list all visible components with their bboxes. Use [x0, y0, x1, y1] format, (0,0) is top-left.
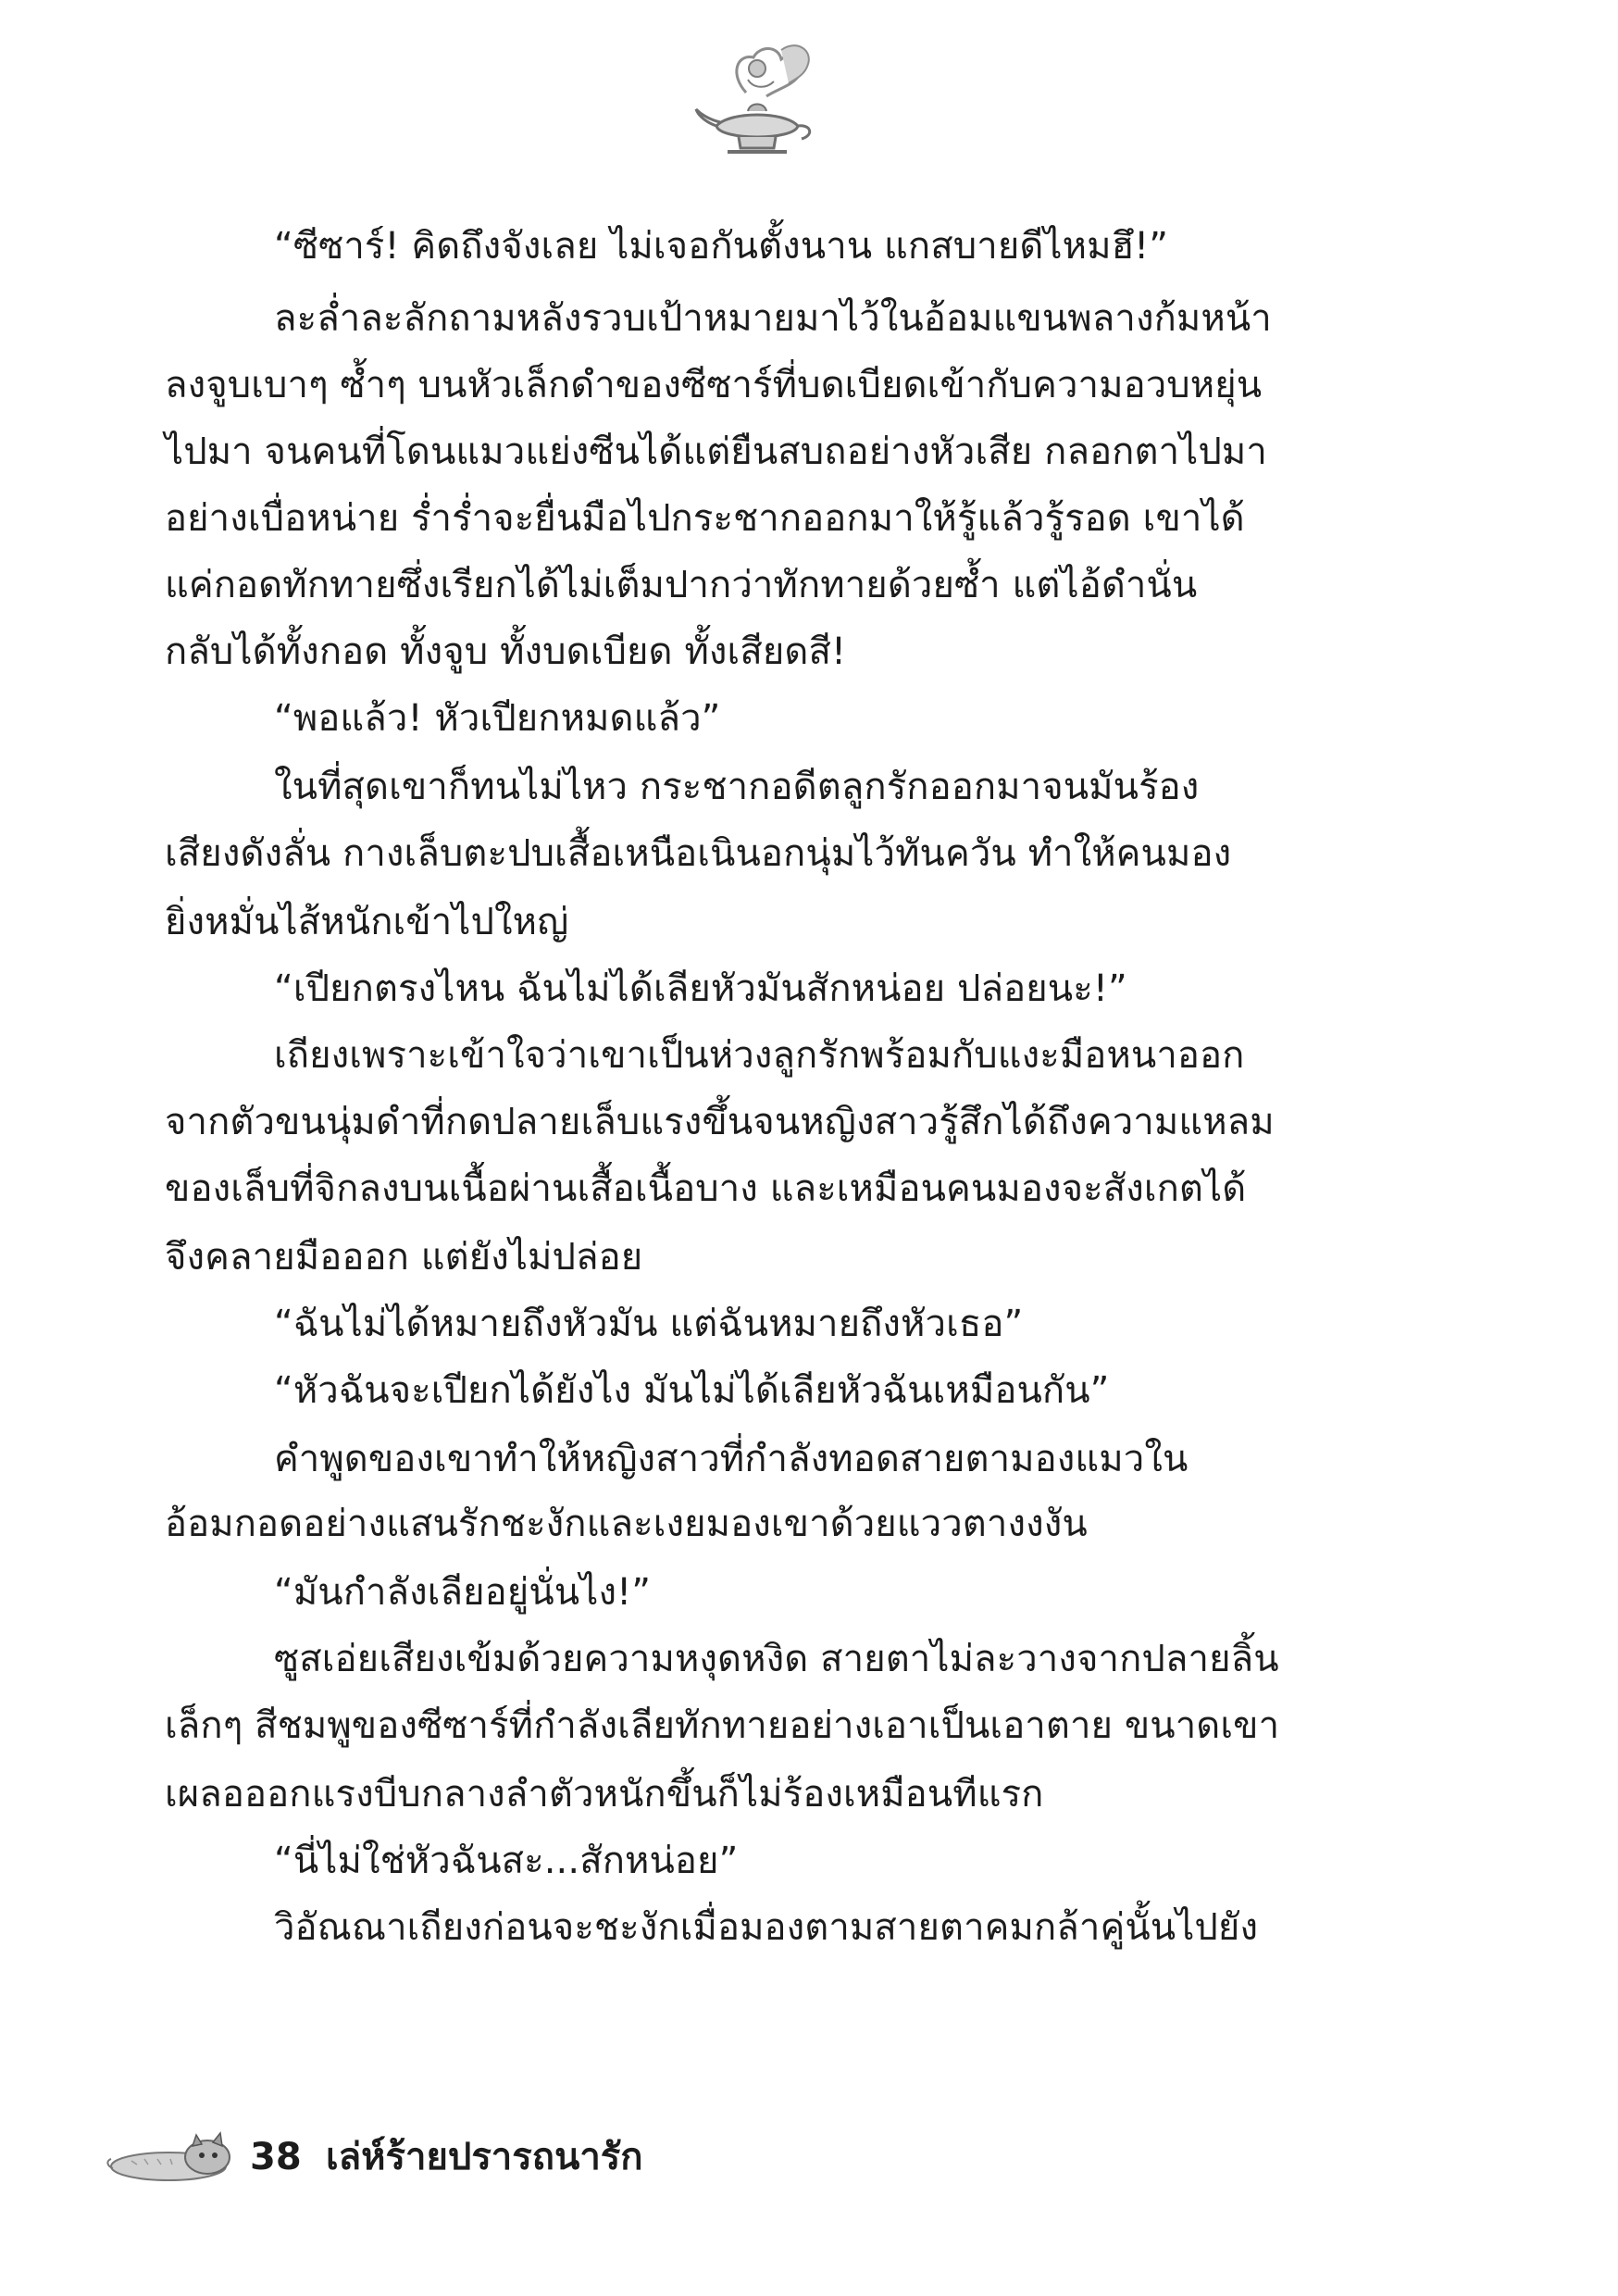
teapot-cherub-icon — [692, 37, 822, 176]
text-line: “มันกำลังเลียอยู่นั่นไง!” — [274, 1571, 652, 1614]
page-number: 38 — [250, 2136, 302, 2178]
text-line: จากตัวขนนุ่มดำที่กดปลายเล็บแรงขึ้นจนหญิงสาวรู้สึกได้ถึงความแหลม — [165, 1101, 1275, 1143]
text-line: เผลอออกแรงบีบกลางลำตัวหนักขึ้นก็ไม่ร้องเหมือนทีแรก — [165, 1773, 1044, 1816]
cat-icon — [104, 2128, 243, 2183]
text-line: เล็กๆ สีชมพูของซีซาร์ที่กำลังเลียทักทายอย่างเอาเป็นเอาตาย ขนาดเขา — [165, 1704, 1280, 1747]
text-line: ของเล็บที่จิกลงบนเนื้อผ่านเสื้อเนื้อบาง และเหมือนคนมองจะสังเกตได้ — [165, 1167, 1247, 1210]
page-footer — [104, 2120, 937, 2194]
text-line: “เปียกตรงไหน ฉันไม่ได้เลียหัวมันสักหน่อย ปล่อยนะ!” — [274, 967, 1127, 1010]
text-line: ยิ่งหมั่นไส้หนักเข้าไปใหญ่ — [165, 901, 569, 943]
header-ornament — [692, 37, 822, 176]
text-line: แค่กอดทักทายซึ่งเรียกได้ไม่เต็มปากว่าทักทายด้วยซ้ำ แต่ไอ้ดำนั่น — [165, 564, 1198, 606]
text-line: ซูสเอ่ยเสียงเข้มด้วยความหงุดหงิด สายตาไม่ละวางจากปลายลิ้น — [274, 1638, 1279, 1680]
text-line: “นี่ไม่ใช่หัวฉันสะ...สักหน่อย” — [274, 1840, 739, 1882]
text-line: “หัวฉันจะเปียกได้ยังไง มันไม่ได้เลียหัวฉันเหมือนกัน” — [274, 1369, 1110, 1412]
text-line: อ้อมกอดอย่างแสนรักชะงักและเงยมองเขาด้วยแววตางงงัน — [165, 1503, 1088, 1545]
text-line: จึงคลายมือออก แต่ยังไม่ปล่อย — [165, 1236, 643, 1279]
text-line: “ซีซาร์! คิดถึงจังเลย ไม่เจอกันตั้งนาน แกสบายดีไหมฮึ!” — [274, 225, 1169, 268]
text-line: ไปมา จนคนที่โดนแมวแย่งซีนได้แต่ยืนสบถอย่างหัวเสีย กลอกตาไปมา — [165, 430, 1267, 473]
text-line: “พอแล้ว! หัวเปียกหมดแล้ว” — [274, 697, 721, 740]
text-line: วิอัณณาเถียงก่อนจะชะงักเมื่อมองตามสายตาคมกล้าคู่นั้นไปยัง — [274, 1906, 1259, 1949]
text-line: อย่างเบื่อหน่าย ร่ำร่ำจะยื่นมือไปกระชากออกมาให้รู้แล้วรู้รอด เขาได้ — [165, 497, 1245, 540]
text-line: ละล่ำละลักถามหลังรวบเป้าหมายมาไว้ในอ้อมแขนพลางก้มหน้า — [274, 297, 1272, 340]
text-line: ในที่สุดเขาก็ทนไม่ไหว กระชากอดีตลูกรักออกมาจนมันร้อง — [274, 766, 1200, 808]
text-line: กลับได้ทั้งกอด ทั้งจูบ ทั้งบดเบียด ทั้งเสียดสี! — [165, 630, 847, 673]
book-title: เล่ห์ร้ายปรารถนารัก — [326, 2136, 643, 2178]
text-line: เสียงดังลั่น กางเล็บตะปบเสื้อเหนือเนินอกนุ่มไว้ทันควัน ทำให้คนมอง — [165, 832, 1232, 875]
text-line: เถียงเพราะเข้าใจว่าเขาเป็นห่วงลูกรักพร้อมกับแงะมือหนาออก — [274, 1034, 1245, 1077]
text-line: คำพูดของเขาทำให้หญิงสาวที่กำลังทอดสายตามองแมวใน — [274, 1438, 1189, 1480]
text-line: ลงจูบเบาๆ ซ้ำๆ บนหัวเล็กดำของซีซาร์ที่บดเบียดเข้ากับความอวบหยุ่น — [165, 364, 1263, 406]
text-line: “ฉันไม่ได้หมายถึงหัวมัน แต่ฉันหมายถึงหัวเธอ” — [274, 1303, 1024, 1345]
